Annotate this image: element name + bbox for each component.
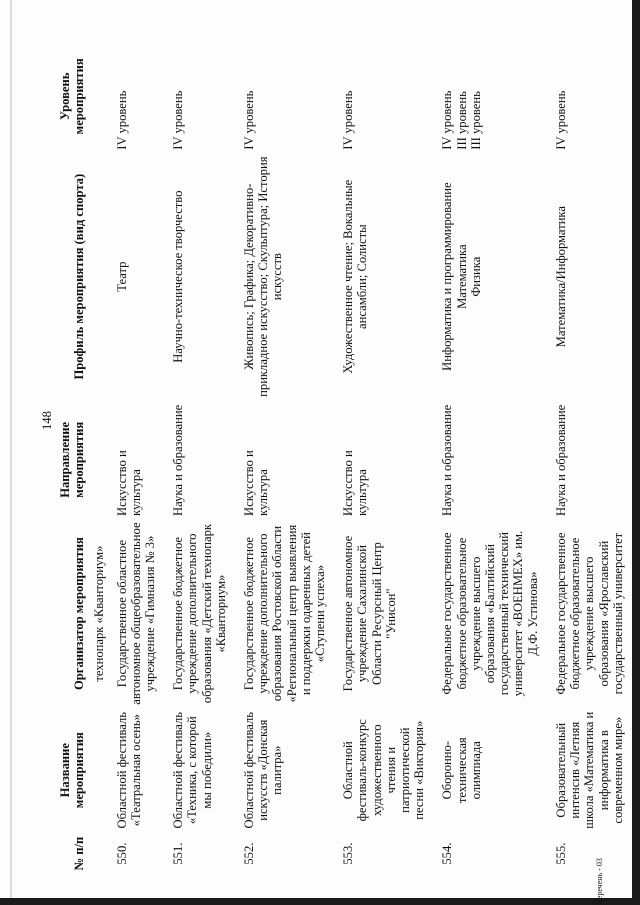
header-organizer: Организатор мероприятия (72, 537, 87, 691)
table-row (236, 40, 335, 875)
level-item: IV уровень (440, 90, 455, 150)
table-row (165, 40, 236, 875)
level-item: IV уровень (341, 90, 356, 150)
header-profile: Профиль мероприятия (вид спорта) (72, 173, 87, 380)
profile-item: Художественное чтение; Вокальные ансамбли; Солисты (341, 179, 370, 374)
row-number: 553. (341, 842, 356, 865)
event-level (236, 40, 335, 153)
event-name: Образовательный интенсив «Летняя школа «Математика и информатика в современном мире» (553, 711, 625, 829)
event-direction: Искусство и культура (341, 450, 370, 516)
profile-item: Научно-техническое творчество (171, 190, 186, 363)
profile-item: Информатика и программирование (440, 182, 455, 371)
level-item: III уровень (454, 91, 469, 150)
event-organizer: Государственное бюджетное учреждение дополнительного образования Ростовской области «Региональный центр выявления и поддержки одаренных детей «Ступени успеха» (242, 524, 328, 703)
profile-item: Физика (468, 256, 483, 297)
level-item: IV уровень (114, 90, 129, 150)
event-level (335, 40, 434, 153)
event-organizer: Государственное автономное учреждение Сахалинской Области Ресурсный Центр "Унисон" (341, 535, 398, 692)
event-organizer: Федеральное государственное бюджетное образовательное учреждение высшего образования «Ярославский государственный университет (553, 532, 625, 695)
row-number: 550. (114, 842, 129, 865)
table-row (434, 40, 547, 875)
event-direction: Наука и образование (171, 404, 186, 516)
table-row (548, 40, 633, 875)
header-level: Уровень мероприятия (58, 58, 87, 135)
page-number: 148 (40, 411, 54, 430)
row-number: 555. (553, 842, 568, 865)
scan-edge-right (632, 0, 640, 905)
row-number: 554. (440, 842, 455, 865)
event-name: Оборонно-техническая олимпиада (440, 737, 483, 804)
event-profile (548, 153, 633, 401)
level-item: IV уровень (171, 90, 186, 150)
row-number: 552. (242, 842, 257, 865)
events-table (56, 40, 633, 875)
scan-edge-bottom (0, 898, 640, 905)
event-profile (335, 153, 434, 401)
header-name: Название мероприятия (58, 732, 87, 809)
rotated-table-area (40, 40, 625, 905)
event-direction: Наука и образование (440, 404, 455, 516)
profile-item: Живопись; Графика; Декоративно-прикладное искусство; Скульптура; История искусств (242, 156, 285, 397)
event-profile (165, 153, 236, 401)
level-item: III уровень (468, 91, 483, 150)
event-name: Областной фестиваль «Театральная осень» (114, 711, 143, 829)
scan-edge-left (10, 0, 12, 905)
continuation-row (92, 40, 108, 875)
event-name: Областной фестиваль-конкурс художественного чтения и патриотической песни «Виктория» (341, 719, 427, 822)
profile-item: Математика/Информатика (553, 206, 568, 348)
event-direction: Искусство и культура (242, 450, 271, 516)
event-organizer: Государственное бюджетное учреждение дополнительного образования «Детский технопарк «Кванториум» (171, 523, 228, 704)
profile-item: Математика (454, 244, 469, 309)
profile-item: Театр (114, 261, 129, 292)
footer-note: Перечень - 03 (595, 858, 604, 905)
header-direction: Направление мероприятия (58, 421, 87, 498)
table-row (109, 40, 166, 875)
event-name: Областной фестиваль искусств «Донская палитра» (242, 711, 285, 829)
level-item: IV уровень (242, 90, 257, 150)
event-level (434, 40, 547, 153)
event-name: Областной фестиваль «Техника, с которой мы победили» (171, 711, 214, 829)
event-organizer: Государственное областное автономное общеобразовательное учреждение «Гимназия № 3» (114, 522, 158, 705)
event-profile (434, 153, 547, 401)
event-profile (236, 153, 335, 401)
row-number: 551. (171, 842, 186, 865)
table-header-row (56, 40, 92, 875)
event-level (548, 40, 633, 153)
event-level (109, 40, 166, 153)
header-num: № п/п (72, 836, 87, 871)
event-direction: Искусство и культура (114, 450, 143, 516)
event-profile (109, 153, 166, 401)
event-direction: Наука и образование (553, 404, 568, 516)
table-row (335, 40, 434, 875)
level-item: IV уровень (553, 90, 568, 150)
event-organizer: Федеральное государственное бюджетное образовательное учреждение высшего образования «Балтийский государственный технический университет «ВОЕНМЕХ» им. Д.Ф. Устинова» (440, 530, 540, 697)
continuation-text: технопарк «Кванториум» (92, 545, 107, 682)
event-level (165, 40, 236, 153)
